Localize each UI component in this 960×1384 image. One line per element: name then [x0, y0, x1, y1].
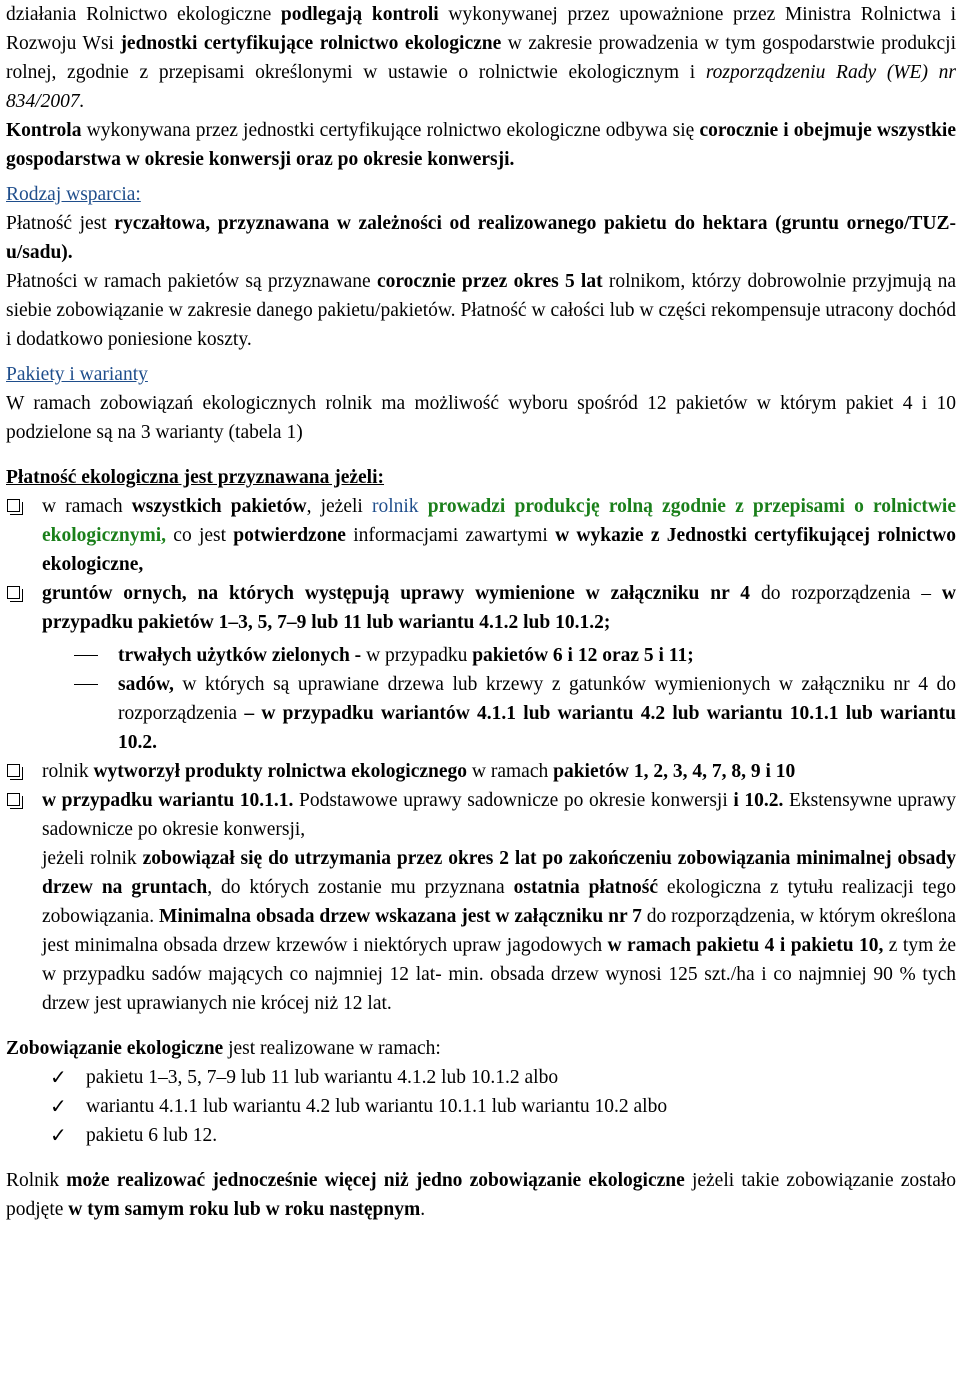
checkmark-icon: ✓ [50, 1065, 67, 1089]
text-bold: – w przypadku wariantów 4.1.1 lub wariantu 4.2 lub wariantu 10.1.1 lub wariantu 10.2. [118, 703, 956, 753]
text-bold: w tym samym roku lub w roku następnym [68, 1199, 421, 1220]
dash-bullet-icon [74, 655, 98, 656]
text-bold: corocznie i obejmuje wszystkie gospodarstwa w okresie konwersji oraz po okresie konwersji. [6, 120, 956, 170]
paragraph-platnosci [6, 267, 956, 354]
text-span: Rolnik [6, 1170, 67, 1191]
text-bold: Minimalna obsada drzew wskazana jest w załączniku nr 7 [158, 906, 642, 927]
text-bold: w przypadku wariantu 10.1.1. [42, 790, 294, 811]
heading-rodzaj-wsparcia: Rodzaj wsparcia: [6, 184, 141, 205]
text-bold: wytworzył produkty rolnictwa ekologicznego [93, 761, 468, 782]
text-span: w których są uprawiane drzewa lub krzewy z gatunków wymienionych w załączniku nr 4 do rozporządzenia [118, 674, 956, 724]
check-item-text: pakietu 6 lub 12. [86, 1125, 218, 1146]
text-bold: Zobowiązanie ekologiczne [6, 1038, 224, 1059]
text-bold: zobowiązał się do utrzymania przez okres 2 lat po zakończeniu zobowiązania minimalnej obsady drzew na gruntach [42, 848, 956, 898]
text-span: rolnikom, którzy dobrowolnie przyjmują na siebie zobowiązanie w zakresie danego pakietu/pakietów. Płatność w całości lub w części rekompensuje utracony dochód i dodatkowo poniesione koszty. [6, 271, 957, 350]
list-item [6, 579, 956, 637]
text-bold: trwałych użytków zielonych - [118, 645, 362, 666]
checkbox-bullet-icon [7, 764, 20, 777]
text-span: Płatność jest [6, 213, 115, 234]
text-span: – [921, 583, 942, 604]
text-span: do rozporządzenia, w którym określona jest minimalna obsada drzew krzewów i niektórych upraw jagodowych [42, 906, 957, 956]
text-bold: w przypadku pakietów 1–3, 5, 7–9 lub 11 lub wariantu 4.1.2 lub 10.1.2; [42, 583, 957, 633]
text-span: ekologiczna z tytułu realizacji tego zobowiązania. [42, 877, 956, 927]
text-span: w zakresie prowadzenia w tym gospodarstwie produkcji rolnej, zgodnie z przepisami określonymi w ustawie o rolnictwie ekologicznym i [6, 33, 956, 83]
text-bold: sadów, [118, 674, 174, 695]
list-continuation [6, 844, 956, 1018]
text-span: rolnik [42, 761, 94, 782]
text-blue: rolnik [371, 496, 419, 517]
text-span: wykonywana przez jednostki certyfikujące rolnictwo ekologiczne odbywa się [81, 120, 700, 141]
text-span: jeżeli takie zobowiązanie zostało podjęte [6, 1170, 957, 1220]
checkmark-icon: ✓ [50, 1094, 67, 1118]
checkbox-bullet-icon [7, 793, 20, 806]
text-span: do rozporządzenia [750, 583, 922, 604]
text-span: Podstawowe uprawy sadownicze po okresie konwersji [293, 790, 734, 811]
text-bold: ostatnia płatność [513, 877, 658, 898]
heading-platnosc: Płatność ekologiczna jest przyznawana jeżeli: [6, 467, 385, 488]
text-bold: w wykazie z Jednostki certyfikującej rolnictwo ekologiczne, [42, 525, 957, 575]
text-green: prowadzi produkcję rolną zgodnie z przepisami o rolnictwie ekologicznymi, [42, 496, 956, 546]
sub-list-item [6, 670, 956, 757]
text-span: informacjami zawartymi [345, 525, 556, 546]
text-span: jeżeli rolnik [42, 848, 143, 869]
text-bold: pakietów 6 i 12 oraz 5 i 11; [472, 645, 694, 666]
paragraph-rodzaj [6, 209, 956, 267]
text-bold: gruntów ornych, na których występują uprawy wymienione w załączniku nr 4 [42, 583, 751, 604]
text-span: wykonywanej przez upoważnione przez Ministra Rolnictwa i Rozwoju Wsi [6, 4, 956, 54]
text-span: , do których zostanie mu przyznana [207, 877, 514, 898]
paragraph-control [6, 0, 956, 116]
paragraph-final [6, 1166, 956, 1224]
heading-pakiety: Pakiety i warianty [6, 364, 148, 385]
text-span: jest realizowane w ramach: [223, 1038, 441, 1059]
regulation-reference: rozporządzeniu Rady (WE) nr 834/2007. [6, 62, 956, 112]
check-list-item [6, 1121, 956, 1150]
text-bold: w ramach pakietu 4 i pakietu 10, [607, 935, 884, 956]
list-item [6, 757, 956, 786]
text-bold: pakietów 1, 2, 3, 4, 7, 8, 9 i 10 [553, 761, 796, 782]
text-bold: corocznie przez okres 5 lat [376, 271, 603, 292]
list-item [6, 492, 956, 579]
text-bold: potwierdzone [233, 525, 346, 546]
text-bold: wszystkich pakietów [131, 496, 307, 517]
text-span: w ramach [467, 761, 554, 782]
text-span: , jeżeli [306, 496, 372, 517]
dash-bullet-icon [74, 684, 98, 685]
text-bold: może realizować jednocześnie więcej niż jedno zobowiązanie ekologiczne [66, 1170, 685, 1191]
check-item-text: wariantu 4.1.1 lub wariantu 4.2 lub wariantu 10.1.1 lub wariantu 10.2 albo [86, 1096, 668, 1117]
text-span: Płatności w ramach pakietów są przyznawane [6, 271, 377, 292]
text-bold: i 10.2. [733, 790, 784, 811]
paragraph-kontrola [6, 116, 956, 174]
check-list-item [6, 1063, 956, 1092]
text-bold: jednostki certyfikujące rolnictwo ekologiczne [120, 33, 502, 54]
checkmark-icon: ✓ [50, 1123, 67, 1147]
text-span: w przypadku [361, 645, 473, 666]
sub-list-item [6, 641, 956, 670]
text-bold: Kontrola [6, 120, 82, 141]
text-bold: ryczałtowa, przyznawana w zależności od realizowanego pakietu do hektara (gruntu ornego/TUZ-u/sadu). [6, 213, 956, 263]
text-span: w ramach [42, 496, 132, 517]
text-span: . [420, 1199, 426, 1220]
check-item-text: pakietu 1–3, 5, 7–9 lub 11 lub wariantu 4.1.2 lub 10.1.2 albo [86, 1067, 559, 1088]
text-bold: podlegają kontroli [280, 4, 439, 25]
paragraph-pakiety: W ramach zobowiązań ekologicznych rolnik ma możliwość wyboru spośród 12 pakietów w którym pakiet 4 i 10 podzielone są na 3 warianty (tabela 1) [6, 393, 956, 443]
text-span: Ekstensywne uprawy sadownicze po okresie konwersji, [42, 790, 956, 840]
text-span: z tym że w przypadku sadów mających co najmniej 12 lat- min. obsada drzew wynosi 125 szt./ha i co najmniej 90 % tych drzew jest uprawianych nie krócej niż 12 lat. [42, 935, 956, 1014]
paragraph-zobowiazanie [6, 1034, 956, 1063]
checkbox-bullet-icon [7, 499, 20, 512]
text-span: działania Rolnictwo ekologiczne [6, 4, 281, 25]
check-list-item [6, 1092, 956, 1121]
checkbox-bullet-icon [7, 586, 20, 599]
text-span: co jest [166, 525, 234, 546]
list-item [6, 786, 956, 844]
